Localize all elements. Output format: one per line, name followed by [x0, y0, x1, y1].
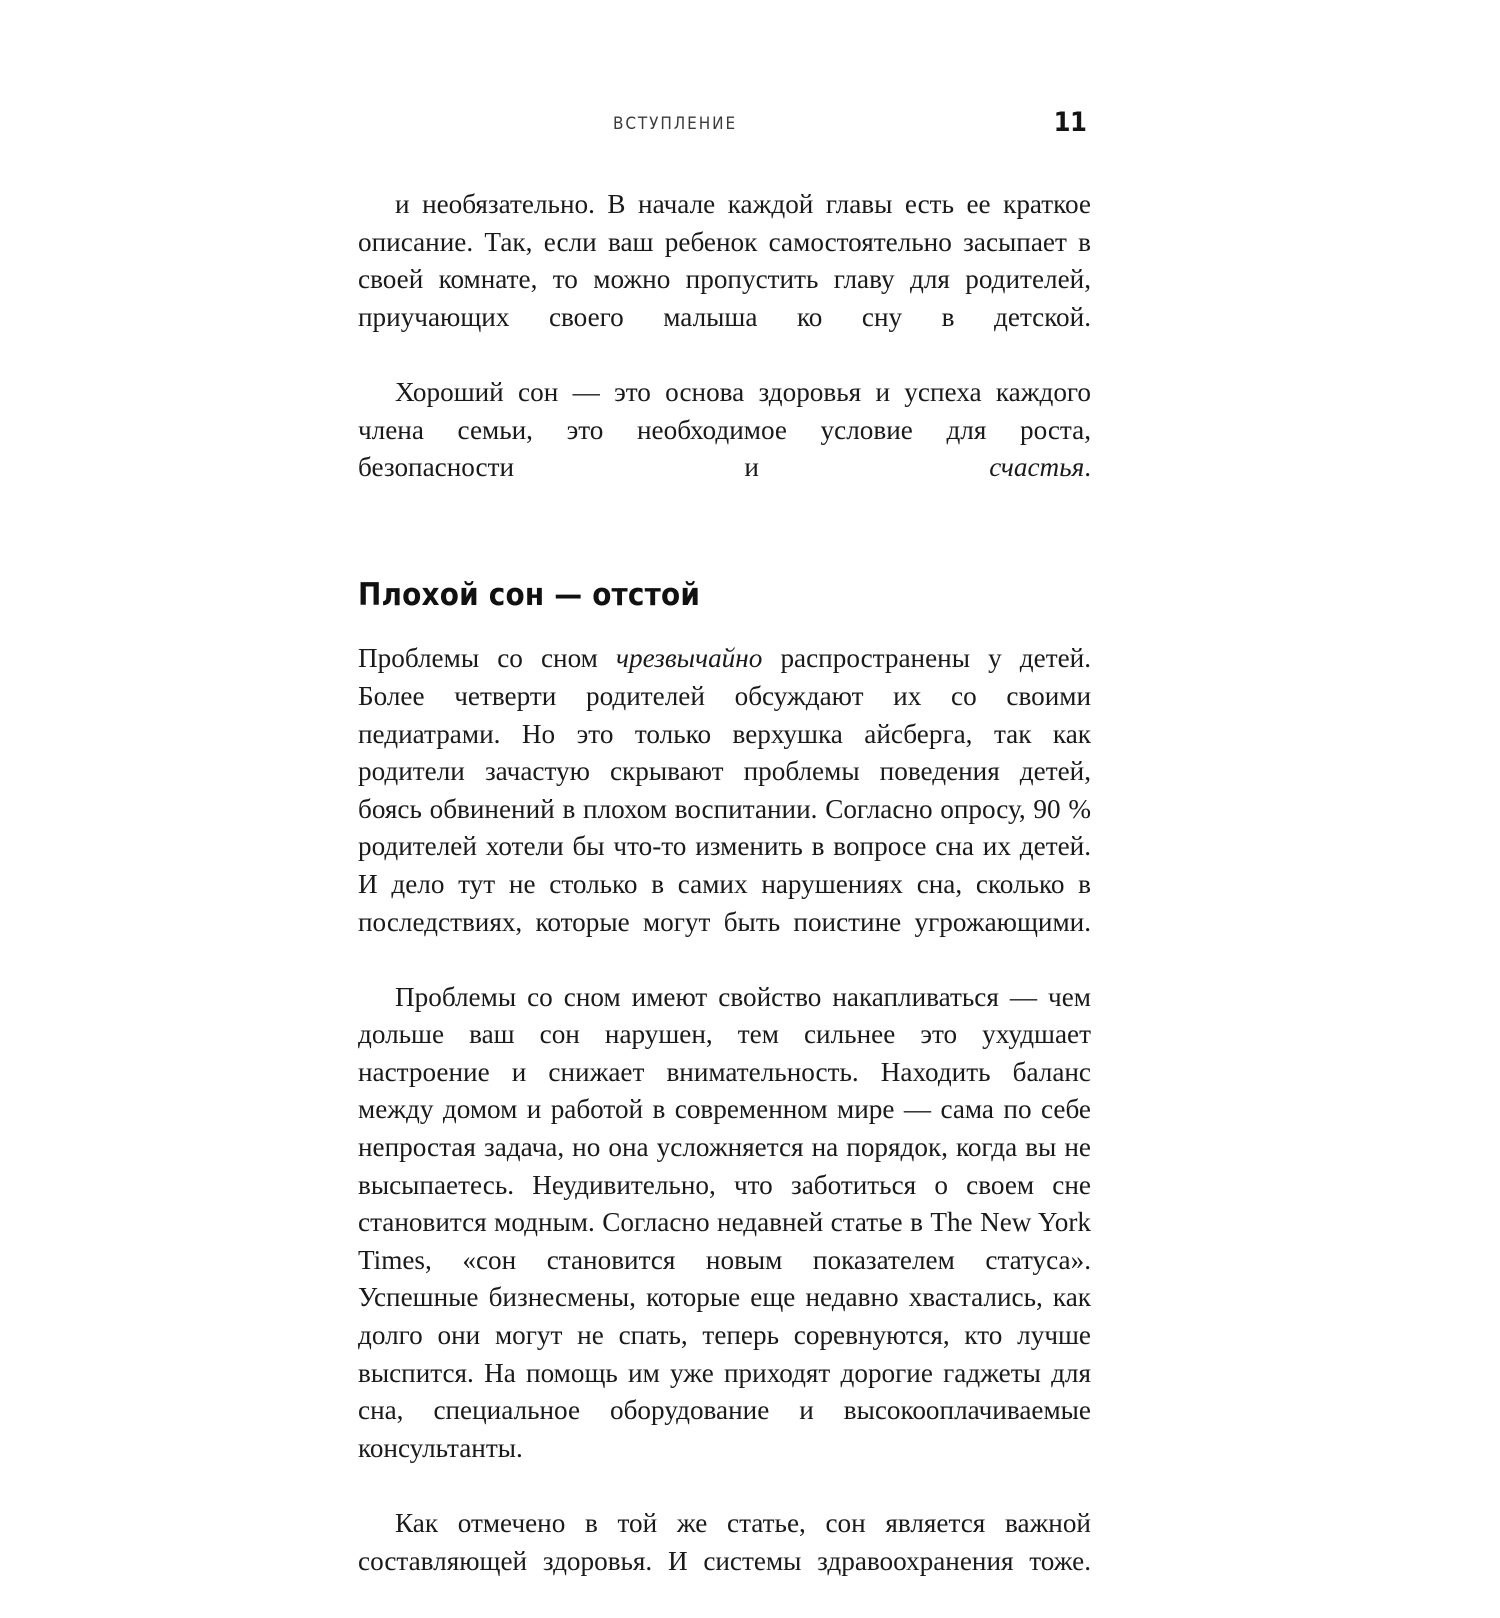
emphasis: чрезвычайно — [616, 643, 763, 674]
paragraph — [358, 640, 1091, 978]
running-head-title: ВСТУПЛЕНИЕ — [612, 114, 738, 134]
emphasis: счастья — [989, 452, 1085, 483]
paragraph — [358, 374, 1091, 524]
running-head — [358, 107, 1090, 142]
paragraph: и необязательно. В начале каждой главы есть ее краткое описание. Так, если ваш ребенок самостоятельно засыпает в своей комнате, то можно пропустить главу для родителей, приучающих своего малыша ко сну в детской. — [358, 189, 1091, 332]
paragraph: Проблемы со сном имеют свойство накапливаться — чем дольше ваш сон нарушен, тем сильнее это ухудшает настроение и снижает внимательность. Находить баланс между домом и работой в современном мире — сама по себе непростая задача, но она усложняется на порядок, когда вы не высыпаетесь. Неудивительно, что заботиться о своем сне становится модным. Согласно недавней статье в The New York Times, «сон становится новым показателем статуса». Успешные бизнесмены, которые еще недавно хвастались, как долго они могут не спать, теперь соревнуются, кто лучше выспится. На помощь им уже приходят дорогие гаджеты для сна, специальное оборудование и высокооплачиваемые консультанты. — [358, 981, 1091, 1463]
paragraph-lead: Проблемы со сном — [358, 643, 616, 674]
text-column — [358, 186, 1091, 1618]
section-heading: Плохой сон — отстой — [358, 577, 701, 614]
paragraph-tail: . — [1084, 452, 1091, 483]
paragraph-tail: распространены у детей. Более четверти родителей обсуждают их со своими педиатрами. Но это только верхушка айсберга, так как родители зачастую скрывают проблемы поведения детей, боясь обвинений в плохом воспитании. Согласно опросу, 90 % родителей хотели бы что-то изменить в вопросе сна их детей. И дело тут не столько в самих нарушениях сна, сколько в последствиях, которые могут быть поистине угрожающими. — [358, 643, 1091, 937]
paragraph: Как отмечено в той же статье, сон является важной составляющей здоровья. И системы здравоохранения тоже. — [358, 1508, 1091, 1576]
page-number: 11 — [1053, 107, 1087, 138]
paragraph-lead: Хороший сон — это основа здоровья и успеха каждого члена семьи, это необходимое условие для роста, безопасности и — [358, 376, 1091, 483]
